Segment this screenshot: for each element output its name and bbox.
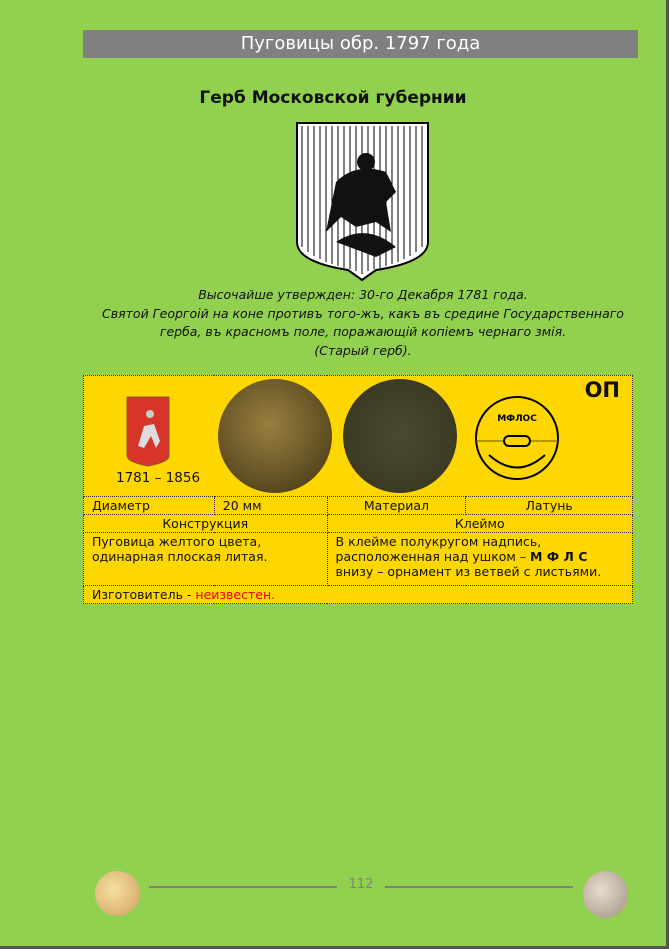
material-label: Материал	[327, 497, 466, 515]
stamp-description	[327, 533, 632, 586]
button-back-photo	[343, 379, 457, 493]
caption-line: Высочайше утвержден: 30-го Декабря 1781 года.	[198, 287, 528, 302]
years: 1781 – 1856	[116, 470, 201, 486]
diameter-value: 20 мм	[214, 497, 327, 515]
page-header: Пуговицы обр. 1797 года	[83, 30, 638, 58]
footer-line-left	[149, 886, 337, 888]
caption	[60, 286, 666, 360]
stamp-text: В клейме полукругом надпись, расположенная над ушком –	[335, 534, 542, 564]
images-cell	[84, 376, 633, 497]
stamp-bold: М Ф Л С	[530, 549, 588, 564]
diameter-label: Диаметр	[84, 497, 215, 515]
maker-label: Изготовитель -	[92, 587, 196, 602]
moscow-coat-of-arms-image	[296, 122, 429, 282]
section-title: Герб Московской губернии	[199, 88, 467, 108]
type-code: ОП	[584, 378, 620, 402]
stamp-letters: МФЛОС	[497, 414, 537, 424]
caption-line: (Старый герб).	[314, 342, 412, 358]
stamp-diagram	[474, 395, 560, 481]
material-value: Латунь	[466, 497, 633, 515]
footer-line-right	[385, 886, 573, 888]
stamp-text-2: внизу – орнамент из ветвей с листьями.	[335, 564, 602, 579]
construction-label: Конструкция	[84, 515, 328, 533]
maker-value: неизвестен.	[195, 587, 276, 602]
construction-text: Пуговица желтого цвета, одинарная плоская литая.	[84, 533, 328, 586]
monogram-button-icon	[583, 871, 628, 918]
page-number: 112	[348, 877, 374, 892]
stamp-label: Клеймо	[327, 515, 632, 533]
eagle-button-icon	[95, 871, 140, 916]
coat-of-arms-color-icon	[126, 396, 170, 468]
maker-row	[84, 586, 633, 604]
caption-line: герба, въ красномъ поле, поражающій копіемъ чернаго змія.	[159, 324, 567, 339]
button-front-photo	[218, 379, 332, 493]
button-card	[83, 375, 633, 604]
caption-line: Святой Георгоій на коне противъ того-жъ, какъ въ средине Государственнаго	[102, 305, 624, 321]
